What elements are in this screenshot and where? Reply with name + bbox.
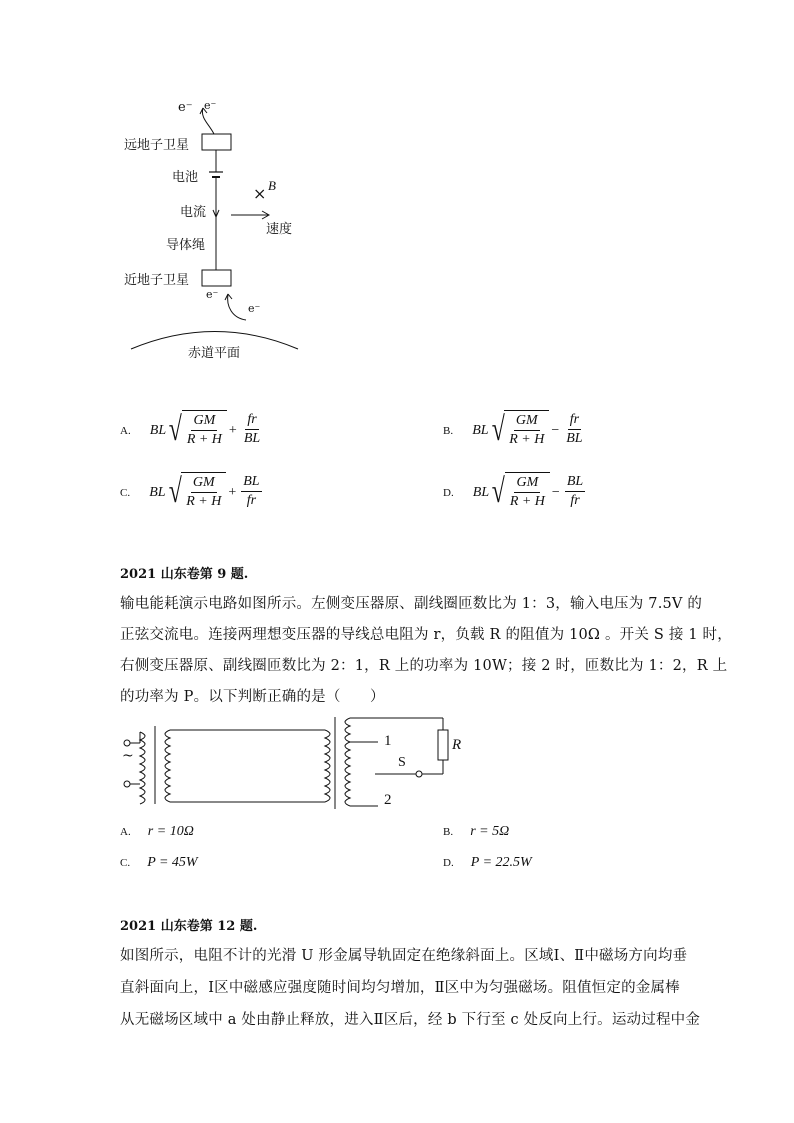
option-letter: C. [120,487,131,499]
formula-prefix: BL [149,485,166,500]
resistor-r [438,730,448,760]
operator: + [228,423,237,438]
option-a[interactable] [120,410,265,449]
tether-label: 导体绳 [166,238,206,253]
battery-label: 电池 [172,170,199,185]
question-text-line-1: 如图所示，电阻不计的光滑 U 形金属导轨固定在绝缘斜面上。区域Ⅰ、Ⅱ中磁场方向均垂 [120,948,688,964]
resistor-label: R [452,737,462,753]
near-satellite-box [202,270,231,286]
question-text-line-3: 从无磁场区域中 a 处由静止释放，进入Ⅱ区后，经 b 下行至 c 处反向上行。运动过程中金 [120,1012,701,1028]
sqrt-term: √ $\frac{GM}{R + H}$ [166,410,227,449]
option-letter: A. [120,425,131,437]
question-heading: 2021 山东卷第 9 题. [120,567,249,582]
fraction-numerator: BL [241,473,261,492]
sqrt-numerator: GM [191,412,217,431]
question-text-line-2: 正弦交流电。连接两理想变压器的导线总电阻为 r，负载 R 的阻值为 10Ω 。开关 S 接 1 时， [120,627,732,643]
transformer-circuit [110,712,470,812]
sqrt-denominator: R + H [186,432,222,447]
sqrt-numerator: GM [514,474,540,493]
electron-top-left: e⁻ [178,100,193,115]
question-heading: 2021 山东卷第 12 题. [120,919,258,934]
fraction-numerator: fr [245,411,258,430]
option-text: r = 5Ω [470,824,510,839]
equator-label: 赤道平面 [188,346,241,361]
fraction-denominator: fr [246,493,257,508]
field-cross-symbol: × [253,184,267,203]
option-letter: B. [443,425,454,437]
option-text: P = 22.5W [470,855,532,870]
option-c[interactable] [120,851,198,871]
sqrt-numerator: GM [514,412,540,431]
fraction-denominator: BL [243,431,261,446]
fraction-numerator: BL [565,473,585,492]
far-satellite-label: 远地子卫星 [124,138,190,153]
option-d[interactable] [443,851,532,871]
fraction-denominator: fr [570,493,580,508]
tether-diagram [0,0,794,380]
fraction-numerator: fr [568,411,581,430]
electron-bottom-left: e⁻ [206,288,219,301]
sqrt-denominator: R + H [509,432,545,447]
tap-1-label: 1 [384,733,392,749]
operator: − [551,423,560,438]
electron-top-right: e⁻ [204,99,217,112]
option-letter: D. [443,487,454,499]
far-satellite-box [202,134,231,150]
switch-pivot [416,771,422,777]
sqrt-denominator: R + H [186,494,222,509]
operator: − [551,485,560,500]
operator: + [228,485,237,500]
fraction-denominator: BL [566,431,583,446]
current-label: 电流 [180,205,207,220]
field-label-b: B [268,178,276,193]
sqrt-denominator: R + H [509,494,545,509]
sqrt-numerator: GM [191,474,217,493]
sqrt-term: √ $\frac{GM}{R + H}$ [489,410,550,449]
question-text-line-1: 输电能耗演示电路如图所示。左侧变压器原、副线圈匝数比为 1：3，输入电压为 7.5V 的 [120,596,703,612]
option-b[interactable] [443,410,588,449]
electron-bottom-right: e⁻ [248,302,261,315]
question-text-line-3: 右侧变压器原、副线圈匝数比为 2：1，R 上的功率为 10W；接 2 时，匝数比为 1：2，R 上 [120,658,728,674]
switch-label: S [398,755,406,770]
option-b[interactable] [443,820,509,840]
sqrt-term: √ $\frac{GM}{R + H}$ [166,472,227,511]
question-text-line-2: 直斜面向上，Ⅰ区中磁感应强度随时间均匀增加，Ⅱ区中为匀强磁场。阻值恒定的金属棒 [120,980,680,996]
tap-2-label: 2 [384,792,392,808]
option-letter: A. [120,826,131,838]
option-text: r = 10Ω [147,824,194,839]
sqrt-term: √ $\frac{GM}{R + H}$ [489,472,550,511]
formula-prefix: BL [472,485,490,500]
option-letter: D. [443,857,454,869]
option-text: P = 45W [147,855,198,870]
velocity-label: 速度 [266,222,293,237]
option-c[interactable] [120,472,265,511]
option-a[interactable] [120,820,194,840]
near-satellite-label: 近地子卫星 [124,273,190,288]
option-letter: C. [120,857,131,869]
question-text-line-4: 的功率为 P。以下判断正确的是（ ） [120,689,385,705]
option-letter: B. [443,826,454,838]
ac-source-symbol: ~ [122,748,134,764]
formula-prefix: BL [472,423,489,438]
option-d[interactable] [443,472,588,511]
formula-prefix: BL [149,423,167,438]
